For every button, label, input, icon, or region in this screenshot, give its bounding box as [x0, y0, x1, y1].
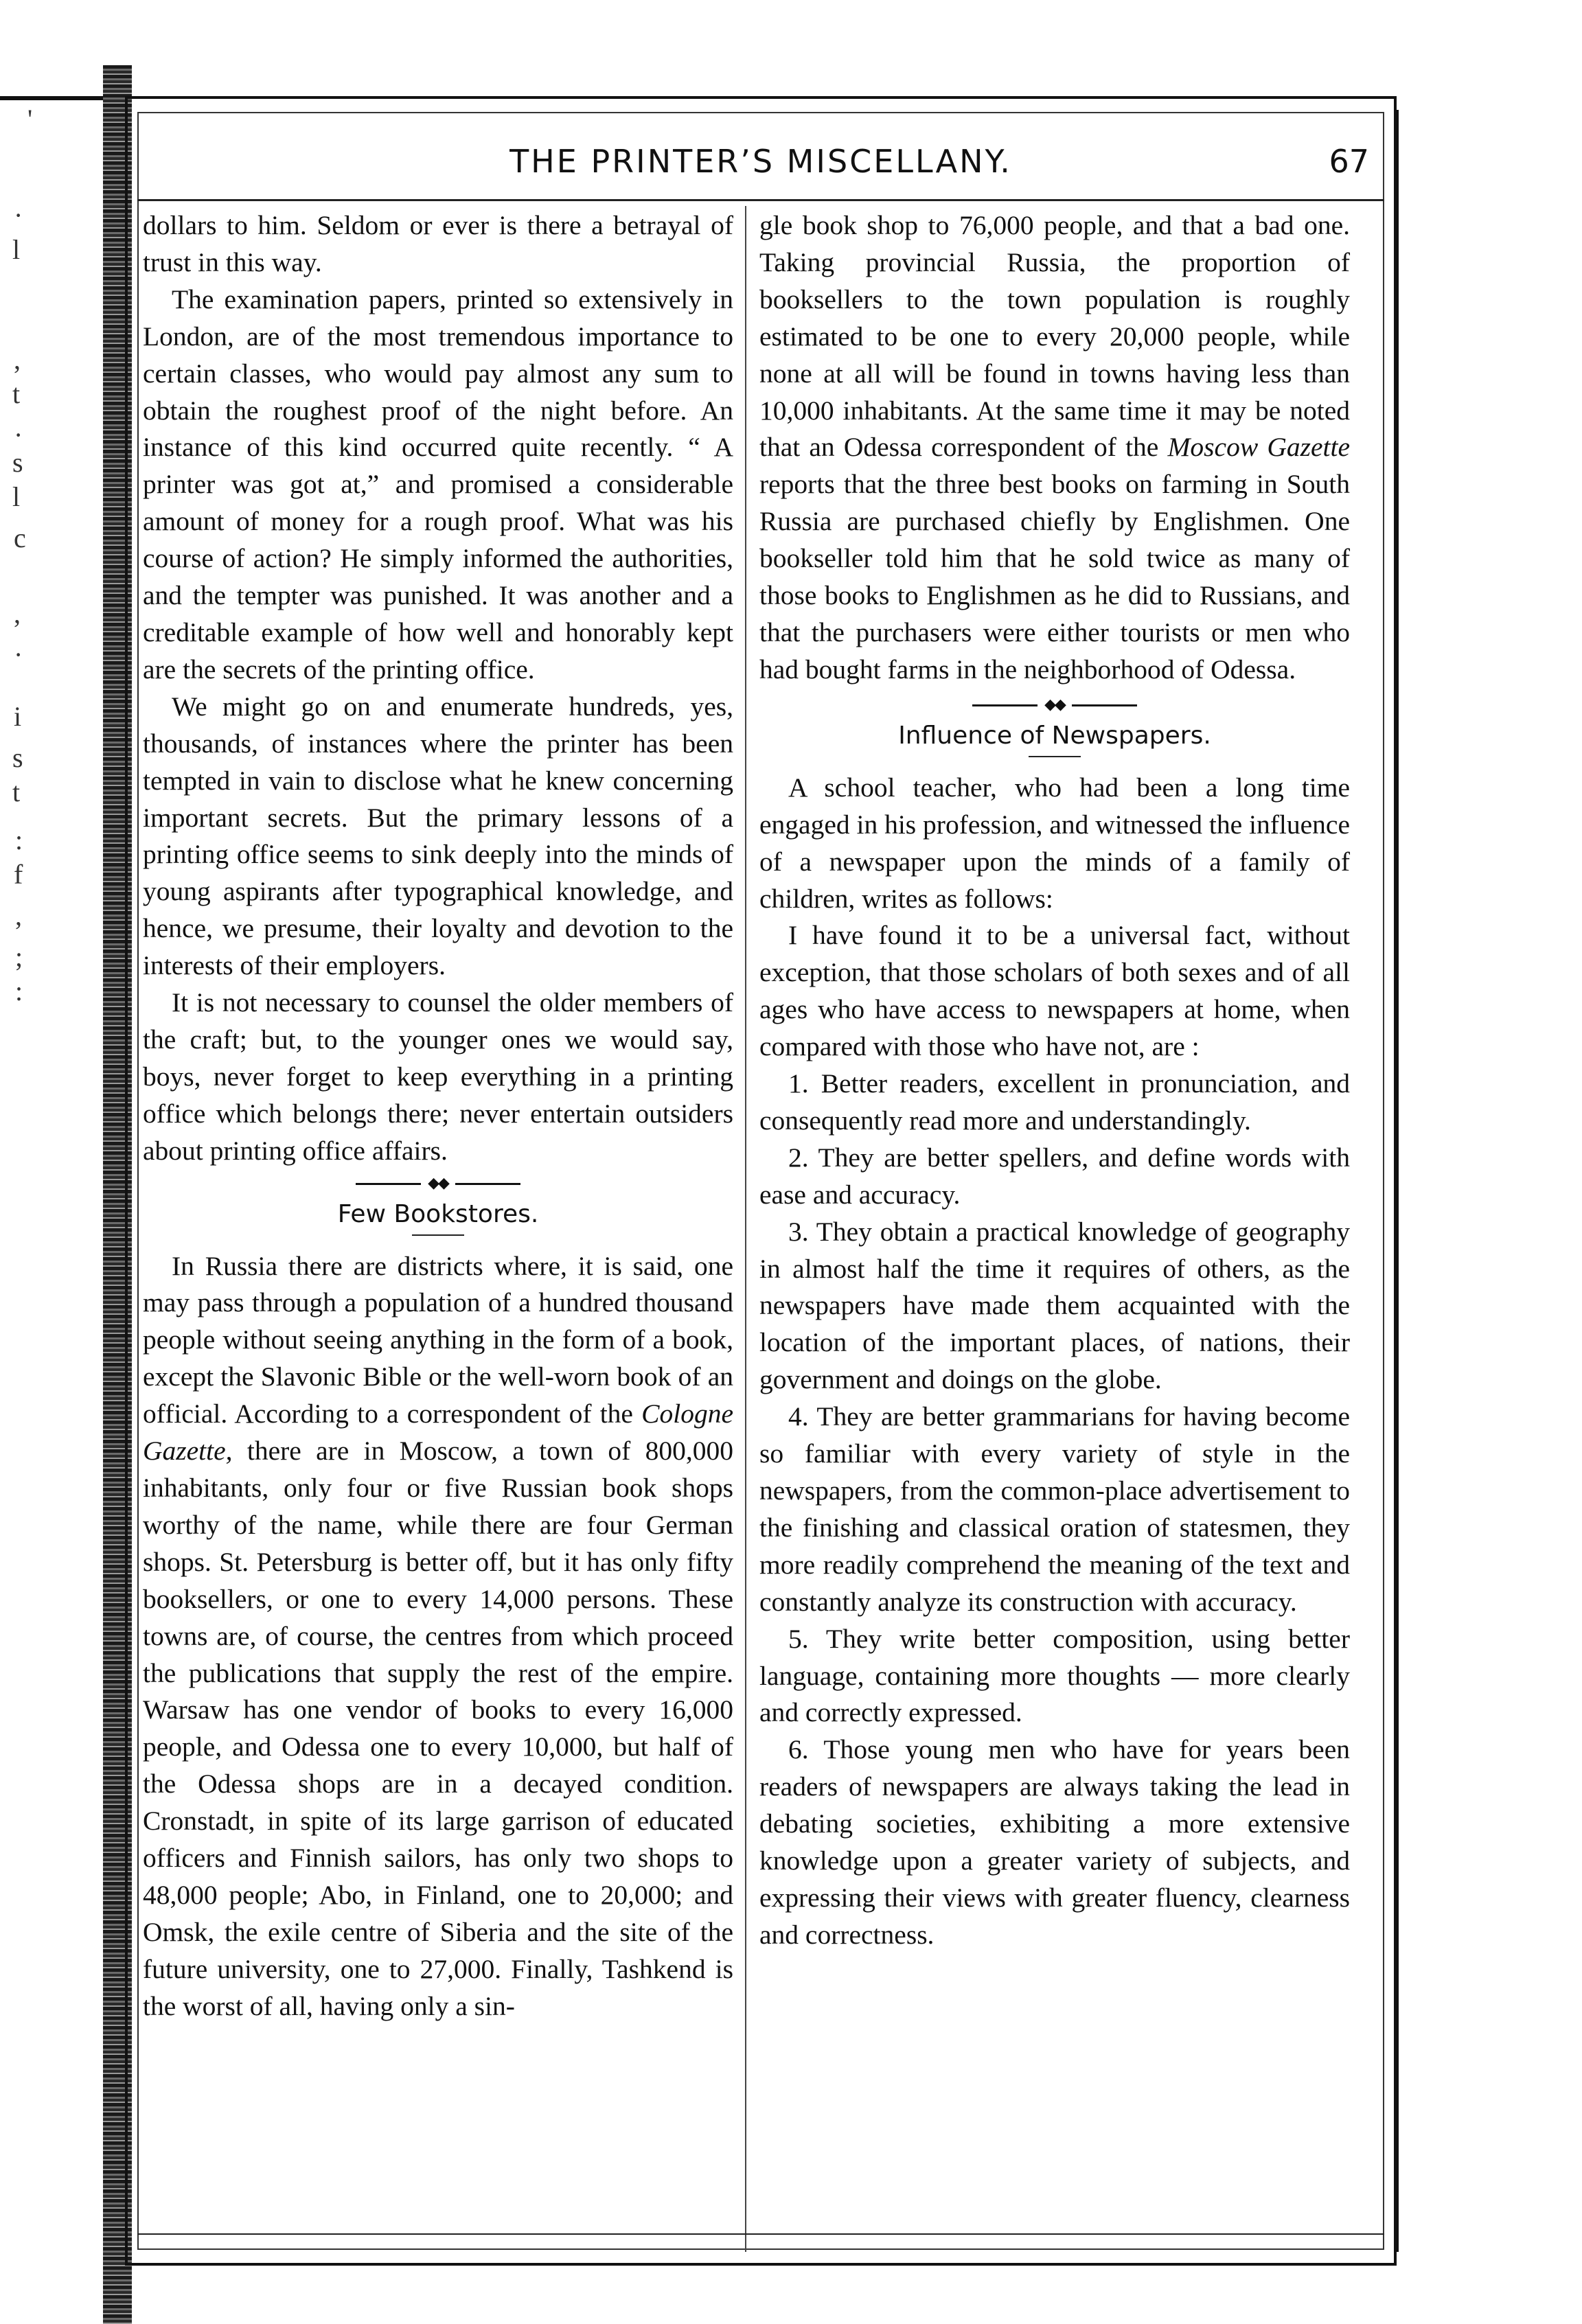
margin-fragment: l — [12, 481, 21, 512]
right-column — [759, 207, 1350, 1954]
paragraph: I have found it to be a universal fact, without exception, that those scholars of both sexes and of all ages who have access to newspapers at home, when compared with those who have not, are : — [759, 920, 1350, 1062]
paragraph: gle book shop to 76,000 people, and that a bad one. Taking provincial Russia, the proportion of booksellers to the town population is roughly estimated to be one to every 20,000 people, while none at all will be found in towns having less than 10,000 inhabitants. At the same time it may be noted that an Odessa correspondent of the Moscow Gazette reports that the three best books on farming in South Russia are purchased chiefly by Englishmen. One bookseller told him that he sold twice as many of those books to Englishmen as he did to Russians, and that the purchasers were either tourists or men who had bought farms in the neighborhood of Odessa. — [759, 210, 1350, 684]
section-title: Influence of Newspapers. — [898, 721, 1211, 750]
left-column — [143, 207, 733, 2025]
margin-fragment: s — [12, 742, 23, 773]
margin-fragment: f — [14, 859, 23, 890]
margin-fragment: s — [12, 447, 23, 478]
list-item: 6. Those young men who have for years been readers of newspapers are always taking the lead in debating societies, exhibiting a more extensive knowledge upon a greater variety of subjects, and expressing their views with greater fluency, clearness and correctness. — [759, 1734, 1350, 1950]
publication-title: Cologne Gazette, — [143, 1399, 734, 1466]
margin-fragment: i — [14, 701, 22, 732]
title-underline — [1029, 756, 1081, 757]
list-item: 3. They obtain a practical knowledge of geography in almost half the time it requires of others, as the newspapers have made them acquainted with the location of the important places, of nations, their government and doings on the globe. — [759, 1216, 1350, 1395]
paragraph: We might go on and enumerate hundreds, yes, thousands, of instances where the printer has been tempted in vain to disclose what he knew concerning important secrets. But the primary lessons of a printing office seems to sink deeply into the minds of young aspirants after typographical knowledge, and hence, we presume, their loyalty and devotion to the interests of their employers. — [143, 691, 733, 981]
title-underline — [412, 1234, 464, 1236]
list-item: 5. They write better composition, using better language, containing more thoughts — more clearly and correctly expressed. — [759, 1623, 1350, 1728]
page-header — [137, 141, 1384, 189]
bottom-rule — [137, 2233, 1384, 2235]
paragraph: dollars to him. Seldom or ever is there a betrayal of trust in this way. — [143, 210, 733, 277]
publication-title: Moscow Gazette — [1167, 432, 1350, 463]
margin-fragment: t — [12, 378, 21, 409]
section-ornament: ◆◆ — [972, 694, 1137, 716]
list-item: 2. They are better spellers, and define words with ease and accuracy. — [759, 1142, 1350, 1210]
paragraph: A school teacher, who had been a long time engaged in his profession, and witnessed the influence of a newspaper upon the minds of a family of children, writes as follows: — [759, 772, 1350, 914]
paragraph: It is not necessary to counsel the older members of the craft; but, to the younger ones we would say, boys, never forget to keep everything in a printing office which belongs there; never entertain outsiders about printing office affairs. — [143, 987, 733, 1166]
paragraph: In Russia there are districts where, it is said, one may pass through a population of a hundred thousand people without seeing anything in the form of a book, except the Slavonic Bible or the well-worn book of an official. According to a correspondent of the Cologne Gazette, there are in Moscow, a town of 800,000 inhabitants, only four or five Russian book shops worthy of the name, while there are four German shops. St. Petersburg is better off, but it has only fifty booksellers, or one to every 14,000 persons. These towns are, of course, the centres from which proceed the publications that supply the rest of the empire. Warsaw has one vendor of books to every 16,000 people, and Odessa one to every 10,000, but half of the Odessa shops are in a decayed condition. Cronstadt, in spite of its large garrison of educated officers and Finnish sailors, has only two shops to 48,000 people; Abo, in Finland, one to 20,000; and Omsk, the exile centre of Siberia and the site of the future university, one to 27,000. Finally, Tashkend is the worst of all, having only a sin- — [143, 1250, 734, 2021]
column-divider — [745, 206, 746, 2252]
adjacent-page-fragments — [0, 96, 96, 1195]
section-ornament: ◆◆ — [356, 1173, 520, 1195]
margin-fragment: , — [14, 598, 21, 629]
list-item: 1. Better readers, excellent in pronunciation, and consequently read more and understandingly. — [759, 1068, 1350, 1136]
margin-fragment: , — [15, 900, 22, 931]
margin-fragment: l — [12, 234, 21, 265]
list-item: 4. They are better grammarians for having become so familiar with every variety of style in the newspapers, from the common-place advertisement to the finishing and classical oration of statesmen, they more readily comprehend the meaning of the text and constantly analyze its construction with accuracy. — [759, 1401, 1350, 1617]
margin-fragment: , — [14, 344, 21, 375]
margin-fragment: : — [15, 825, 23, 855]
margin-fragment: c — [14, 522, 26, 553]
margin-fragment: · — [14, 419, 23, 450]
margin-fragment: ' — [27, 104, 33, 135]
page-number: 67 — [1329, 143, 1369, 180]
margin-fragment: · — [14, 639, 23, 670]
header-rule — [137, 199, 1384, 201]
paragraph: The examination papers, printed so extensively in London, are of the most tremendous importance to certain classes, who would pay almost any sum to obtain the roughest proof of the night before. An instance of this kind occurred quite recently. “ A printer was got at,” and promised a considerable amount of money for a rough proof. What was his course of action? He simply informed the authorities, and the tempter was punished. It was another and a creditable example of how well and honorably kept are the secrets of the printing office. — [143, 284, 733, 684]
margin-fragment: : — [15, 976, 23, 1006]
margin-fragment: t — [12, 776, 21, 807]
page-border-right — [1397, 110, 1399, 2252]
margin-fragment: · — [14, 200, 23, 231]
section-title: Few Bookstores. — [337, 1199, 539, 1228]
margin-fragment: ; — [15, 941, 23, 972]
running-title: THE PRINTER’S MISCELLANY. — [509, 143, 1012, 180]
